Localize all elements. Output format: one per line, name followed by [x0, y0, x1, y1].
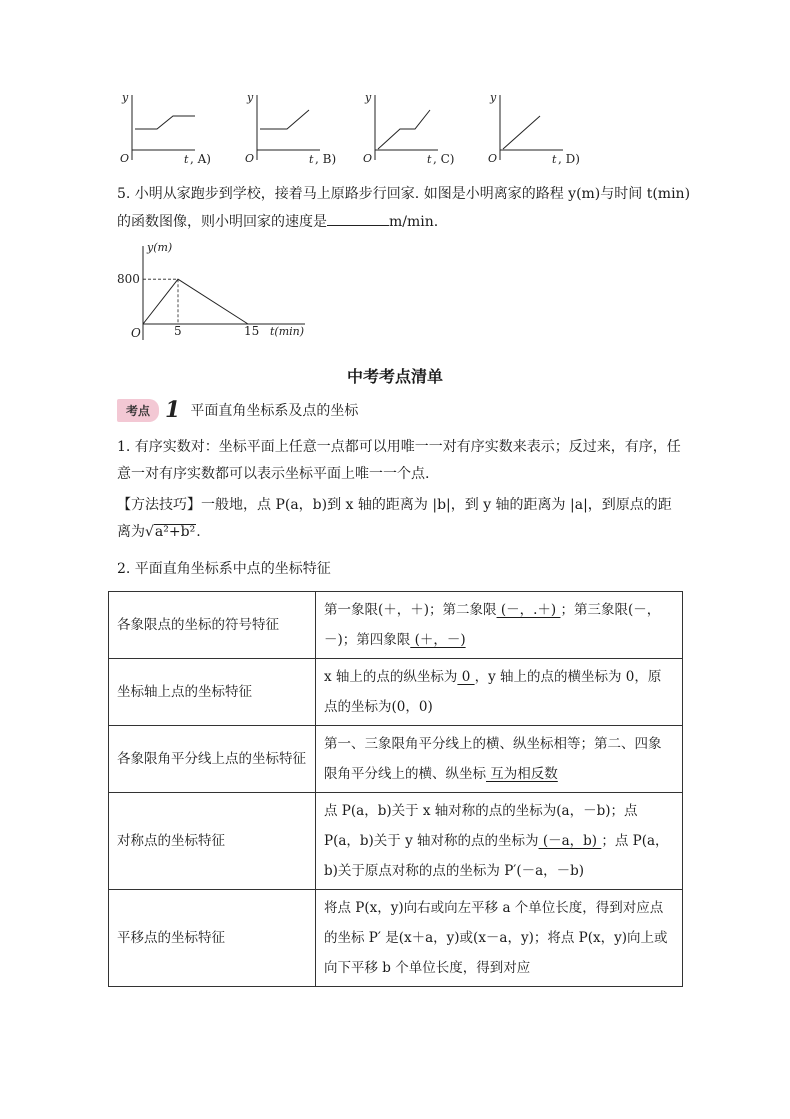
origin-label: O	[488, 152, 498, 165]
table-key-cell: 坐标轴上点的坐标特征	[109, 659, 316, 726]
origin-label: O	[363, 152, 373, 165]
y-axis-label: y	[490, 91, 497, 104]
option-graph-d	[485, 90, 595, 170]
table-key-cell: 各象限点的坐标的符号特征	[109, 592, 316, 659]
kaodian-number: 1	[165, 397, 181, 423]
table-value-cell: 将点 P(x，y)向右或向左平移 a 个单位长度，得到对应点的坐标 P′ 是(x＋a，y)或(x－a，y)；将点 P(x，y)向上或向下平移 b 个单位长度，得到对应	[316, 890, 683, 987]
sqrt-radicand: a²+b²	[154, 524, 196, 540]
table-row	[109, 659, 683, 726]
table-row	[109, 793, 683, 890]
cell-answer: 0	[457, 669, 475, 685]
origin-label: O	[131, 326, 141, 340]
cell-answer: 互为相反数	[486, 766, 558, 782]
table-key-cell: 各象限角平分线上点的坐标特征	[109, 726, 316, 793]
x-tick-label: 15	[244, 324, 260, 338]
table-key-cell: 平移点的坐标特征	[109, 890, 316, 987]
sqrt-sign: √	[145, 524, 154, 540]
y-axis-label: y	[122, 91, 129, 104]
option-graph-b	[242, 90, 352, 170]
cell-answer: (＋，－)	[410, 632, 466, 648]
y-axis-label: y	[365, 91, 372, 104]
cell-text: 第一、三象限角平分线上的横、纵坐标相等；第二、四象限角平分线上的横、纵坐标	[324, 736, 662, 782]
option-label: , B)	[315, 152, 337, 166]
coordinate-features-table	[108, 591, 683, 987]
cell-answer: (－a，b)	[538, 833, 602, 849]
table-value-cell	[316, 659, 683, 726]
kaodian-header	[117, 398, 358, 422]
table-value-cell	[316, 793, 683, 890]
kaodian-title: 平面直角坐标系及点的坐标	[190, 403, 359, 419]
paragraph-method-tip	[117, 492, 682, 546]
paragraph-ordered-pairs: 1. 有序实数对：坐标平面上任意一点都可以用唯一一对有序实数来表示；反过来，有序，任意一对有序实数都可以表示坐标平面上唯一一个点.	[117, 439, 681, 482]
cell-text: ；点 P(a，b)关于原点对称的点的坐标为 P′(－a，－b)	[324, 833, 669, 879]
cell-text: x 轴上的点的纵坐标为	[324, 669, 458, 685]
question-5-unit: m/min.	[389, 214, 439, 230]
x-axis-title: t(min)	[270, 325, 305, 338]
option-label: , A)	[190, 152, 211, 166]
option-label: , D)	[558, 152, 580, 166]
cell-text: 第一象限(＋，＋)；第二象限	[324, 602, 497, 618]
y-axis-title: y(m)	[147, 241, 173, 254]
t-axis-label: t	[427, 153, 432, 166]
table-key-cell: 对称点的坐标特征	[109, 793, 316, 890]
question-5	[117, 180, 692, 236]
origin-label: O	[245, 152, 255, 165]
x-tick-label: 5	[174, 324, 182, 338]
distance-line	[143, 279, 248, 324]
t-axis-label: t	[184, 153, 189, 166]
method-tip-text: 【方法技巧】一般地，点 P(a，b)到 x 轴的距离为 |b|，到 y 轴的距离为 |a|，到原点的距离为	[117, 497, 672, 540]
cell-text: 点 P(a，b)关于 x 轴对称的点的坐标为(a，－b)；点 P(a，b)关于 y 轴对称的点的坐标为	[324, 803, 638, 849]
cell-text: ；第三象限(－，－)；第四象限	[324, 602, 661, 648]
table-row	[109, 592, 683, 659]
kaodian-badge: 考点	[117, 399, 159, 422]
table-row	[109, 890, 683, 987]
option-graph-a	[117, 90, 227, 170]
table-value-cell	[316, 592, 683, 659]
section-title: 中考考点清单	[346, 367, 443, 386]
origin-label: O	[120, 152, 130, 165]
paragraph-coordinate-features: 2. 平面直角坐标系中点的坐标特征	[117, 561, 331, 577]
y-tick-label: 800	[117, 272, 140, 287]
t-axis-label: t	[552, 153, 557, 166]
table-row	[109, 726, 683, 793]
distance-time-chart	[115, 240, 315, 350]
method-tip-end: .	[196, 524, 201, 540]
table-value-cell	[316, 726, 683, 793]
cell-text: ，y 轴上的点的横坐标为 0，原点的坐标为(0，0)	[324, 669, 662, 715]
y-axis-label: y	[247, 91, 254, 104]
t-axis-label: t	[309, 153, 314, 166]
question-5-text: 5. 小明从家跑步到学校，接着马上原路步行回家. 如图是小明离家的路程 y(m)与时间 t(min)的函数图像，则小明回家的速度是	[117, 186, 691, 230]
cell-answer: (－，.＋)	[496, 602, 561, 618]
option-label: , C)	[433, 152, 455, 166]
answer-blank[interactable]	[327, 211, 389, 226]
option-graph-c	[360, 90, 470, 170]
